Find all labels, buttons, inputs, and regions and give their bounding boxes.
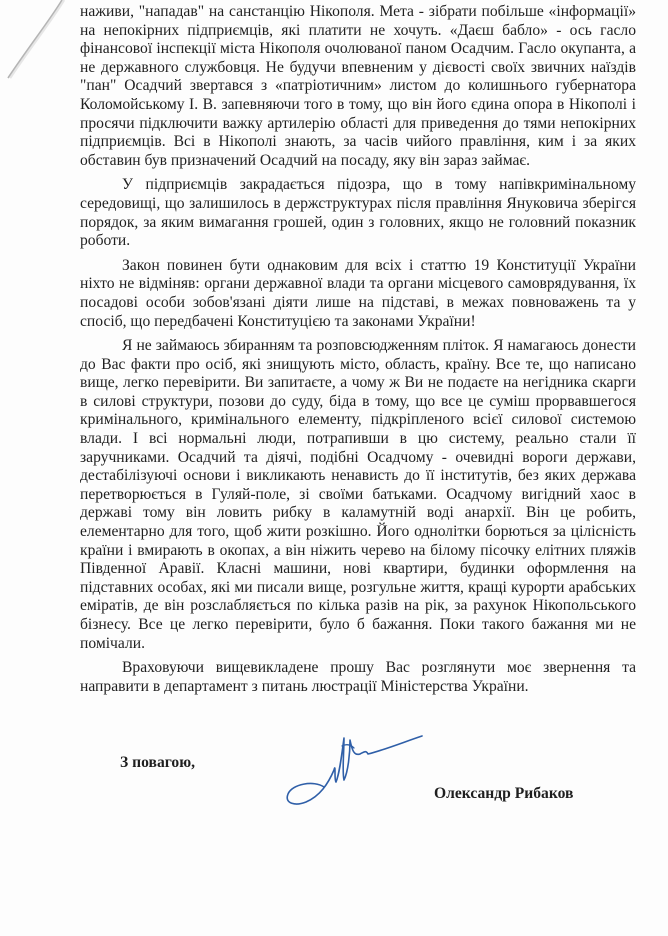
scan-edge-line — [0, 0, 80, 80]
paragraph-5: Враховуючи вищевикладене прошу Вас розглянути моє звернення та направити в департамент з питань люстрації Міністерства України. — [80, 659, 636, 695]
paragraph-2: У підприємців закрадається підозра, що в тому напівкримінальному середовищі, що залишилось в держструктурах після правління Януковича зберігся порядок, за яким вимагання грошей, один з головних, якщо не головний показник роботи. — [80, 176, 636, 250]
signatory-name: Олександр Рибаков — [434, 785, 574, 802]
letter-body — [80, 3, 636, 702]
paragraph-1: наживи, "нападав" на санстанцію Нікополя. Мета - зібрати побільше «інформації» на непокірних підприємців, які платити не хочуть. «Даєш бабло» - ось гасло фінансової інспекції міста Нікополя очолюваної паном Осадчим. Гасло окупанта, а не державного службовця. Не будучи впевненим у дієвості своїх звичних наїздів "пан" Осадчий звертався з «патріотичним» листом до колишнього губернатора Коломойському І. В. запевняючи того в тому, що він його єдина опора в Нікополі і просячи підключити важку артилерію області для приведення до тями непокірних підприємців. Всі в Нікополі знають, за часів чийого правління, ким і за яких обставин був призначений Осадчий на посаду, яку він зараз займає. — [80, 3, 636, 169]
handwritten-signature-icon — [284, 732, 424, 807]
closing-salutation: З повагою, — [120, 754, 196, 771]
paragraph-3: Закон повинен бути однаковим для всіх і статтю 19 Конституції України ніхто не відміняв: органи державної влади та органи місцевого самоврядування, їх посадові особи зобов'язані діяти лише на підставі, в межах повноважень та у спосіб, що передбачені Конституцією та законами України! — [80, 256, 636, 330]
paragraph-4: Я не займаюсь збиранням та розповсюдженням пліток. Я намагаюсь донести до Вас факти про осіб, які знищують місто, область, країну. Все те, що написано вище, легко перевірити. Ви запитаєте, а чому ж Ви не подаєте на негідника скарги в силові структури, позови до суду, біда в тому, що все це суміш прорвавшегося кримінального, кримінального елементу, підкріпленого всієї силової системою влади. І всі нормальні люди, потрапивши в цю систему, реально стали її заручниками. Осадчий та діячі, подібні Осадчому - очевидні вороги держави, дестабілізуючі основи і викликають ненависть до її інститутів, без яких держава перетворюється в Гуляй-поле, зі своїми батьками. Осадчому вигідний хаос в державі тому він ловить рибку в каламутній воді анархії. Він це робить, елементарно для того, щоб жити розкішно. Його однолітки борються за цілісність країни і вмирають в окопах, а він ніжить черево на білому пісочку елітних пляжів Південної Аравії. Класні машини, нові квартири, будинки оформлення на підставних особах, які ми писали вище, розгульне життя, кращі курорти арабських еміратів, де він розслабляється по кілька разів на рік, за рахунок Нікопольського бізнесу. Все це легко перевірити, було б бажання. Поки такого бажання ми не помічали. — [80, 337, 636, 652]
